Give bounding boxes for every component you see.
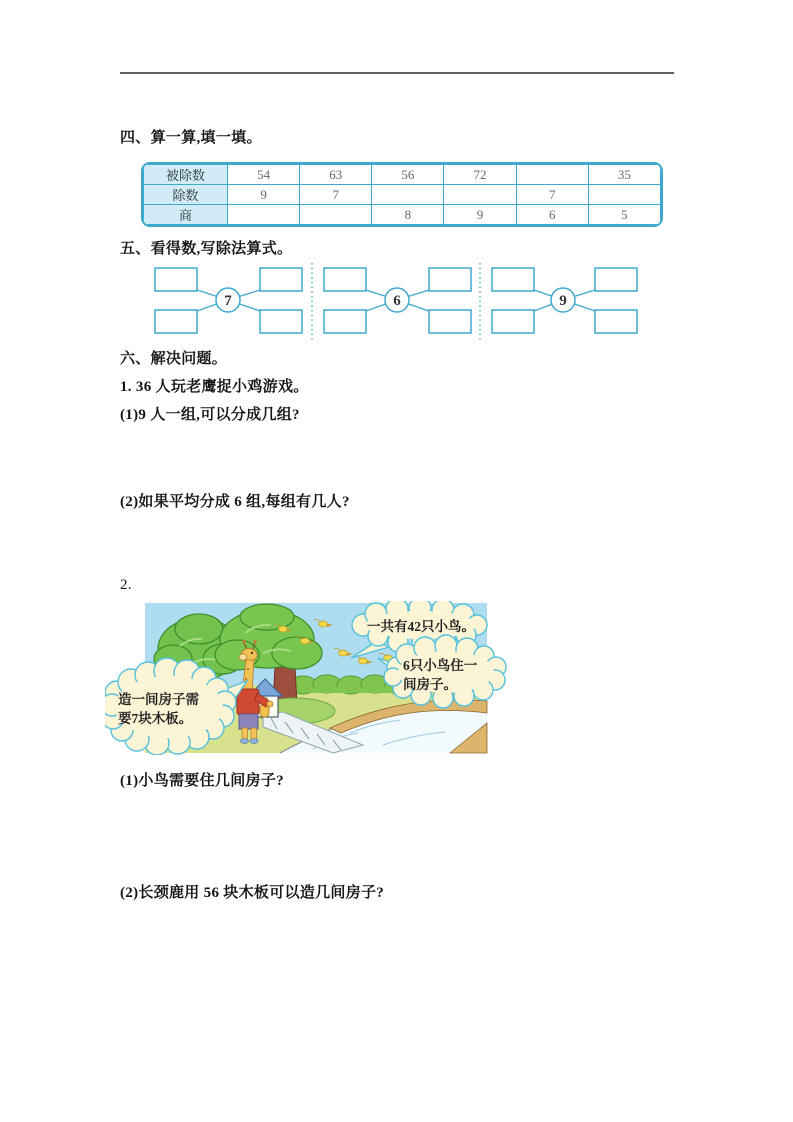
table-cell-blank xyxy=(228,205,300,225)
row-header-divisor: 除数 xyxy=(144,185,228,205)
circle-number: 7 xyxy=(224,293,232,309)
table-cell: 72 xyxy=(444,165,516,185)
table-cell: 7 xyxy=(516,185,588,205)
row-header-quotient: 商 xyxy=(144,205,228,225)
table-cell-blank xyxy=(444,185,516,205)
table-cell: 5 xyxy=(588,205,660,225)
problem-2-illustration xyxy=(105,601,512,755)
circle-number: 9 xyxy=(559,293,567,309)
bubble-3-line-1: 造一间房子需 xyxy=(118,692,199,707)
table-cell: 54 xyxy=(228,165,300,185)
bubble-2-line-1: 6只小鸟住一 xyxy=(403,658,478,673)
table-cell-blank xyxy=(588,185,660,205)
problem-1-question-2: (2)如果平均分成 6 组,每组有几人? xyxy=(120,494,350,510)
problem-1-question-1: (1)9 人一组,可以分成几组? xyxy=(120,407,300,423)
answer-box xyxy=(492,268,534,291)
answer-box xyxy=(595,310,637,333)
problem-1-statement: 1. 36 人玩老鹰捉小鸡游戏。 xyxy=(120,379,309,395)
top-divider xyxy=(120,72,674,74)
answer-box xyxy=(260,310,302,333)
table-cell-blank xyxy=(516,165,588,185)
answer-box xyxy=(155,268,197,291)
problem-2-label: 2. xyxy=(120,577,132,593)
division-diagrams xyxy=(145,263,655,341)
table-cell: 56 xyxy=(372,165,444,185)
table-row xyxy=(144,205,661,225)
diagram-group-2 xyxy=(324,268,471,333)
table-row xyxy=(144,165,661,185)
table-cell: 35 xyxy=(588,165,660,185)
bubble-3-line-2: 要7块木板。 xyxy=(118,711,193,726)
problem-2-question-1: (1)小鸟需要住几间房子? xyxy=(120,773,284,789)
answer-box xyxy=(260,268,302,291)
answer-box xyxy=(492,310,534,333)
section-five-heading: 五、看得数,写除法算式。 xyxy=(120,241,293,257)
diagram-group-3 xyxy=(492,268,637,333)
answer-box xyxy=(155,310,197,333)
problem-2-question-2: (2)长颈鹿用 56 块木板可以造几间房子? xyxy=(120,885,385,901)
answer-box xyxy=(324,310,366,333)
table-cell: 63 xyxy=(300,165,372,185)
table-cell: 6 xyxy=(516,205,588,225)
table-cell-blank xyxy=(372,185,444,205)
section-four-heading: 四、算一算,填一填。 xyxy=(120,130,262,146)
bubble-1-text: 一共有42只小鸟。 xyxy=(367,619,475,634)
table-cell: 7 xyxy=(300,185,372,205)
division-table xyxy=(141,162,663,227)
answer-box xyxy=(429,310,471,333)
row-header-dividend: 被除数 xyxy=(144,165,228,185)
table-cell: 9 xyxy=(228,185,300,205)
bubble-2-line-2: 间房子。 xyxy=(403,677,457,692)
table-cell-blank xyxy=(300,205,372,225)
circle-number: 6 xyxy=(393,293,401,309)
answer-box xyxy=(595,268,637,291)
table-cell: 8 xyxy=(372,205,444,225)
answer-box xyxy=(429,268,471,291)
table-row xyxy=(144,185,661,205)
answer-box xyxy=(324,268,366,291)
table-cell: 9 xyxy=(444,205,516,225)
section-six-heading: 六、解决问题。 xyxy=(120,351,228,367)
diagram-group-1 xyxy=(155,268,302,333)
